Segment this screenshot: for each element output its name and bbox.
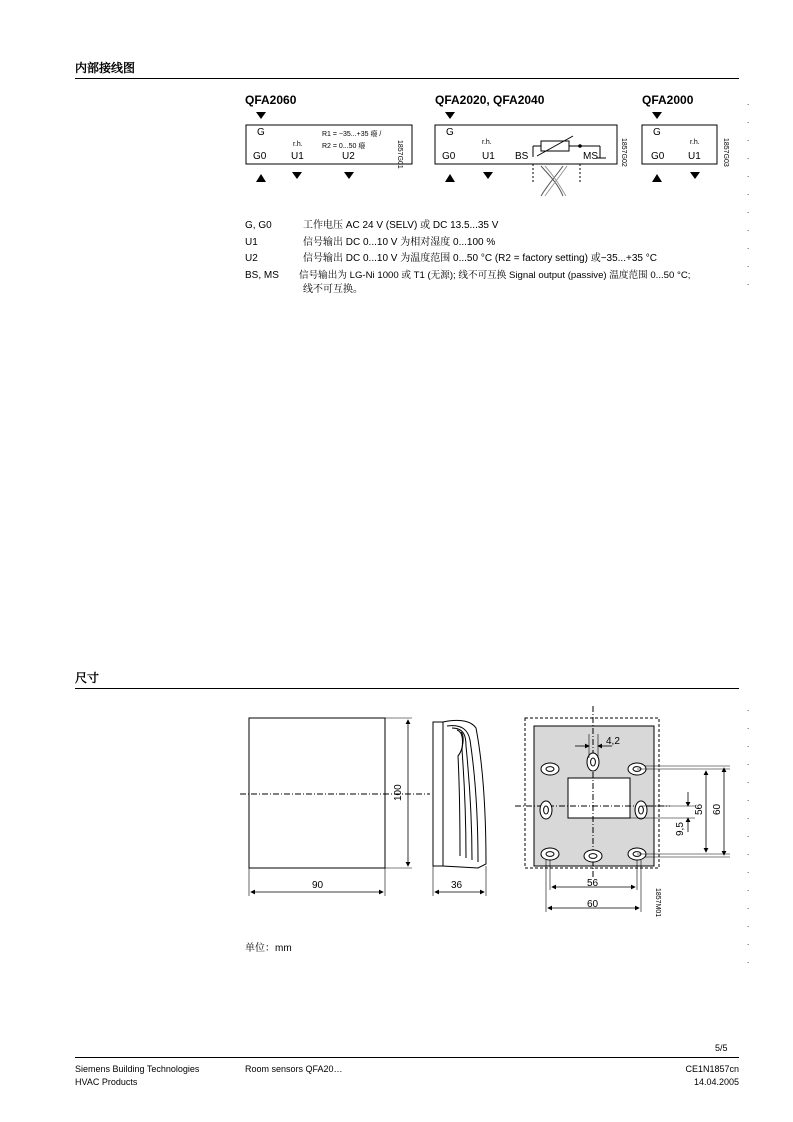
desc-term: U2 (245, 253, 258, 264)
footer-division: HVAC Products (75, 1077, 138, 1087)
output-arrow-u2 (344, 172, 354, 179)
desc-row-g-g0 (245, 219, 745, 233)
unit-note: 单位：mm (245, 943, 292, 954)
terminal-u1: U1 (482, 151, 495, 162)
footer-divider (75, 1057, 739, 1058)
desc-term: G, G0 (245, 220, 272, 231)
dim-side-depth: 36 (451, 880, 463, 891)
terminal-ms: MS (583, 151, 598, 162)
terminal-u1: U1 (688, 151, 701, 162)
terminal-u1: U1 (291, 151, 304, 162)
terminal-g: G (446, 127, 454, 138)
terminal-u2: U2 (342, 151, 355, 162)
section-divider (75, 688, 739, 689)
dim-inner-56-h: 56 (587, 878, 599, 889)
footer-date: 14.04.2005 (693, 1077, 739, 1087)
section-divider (75, 78, 739, 79)
desc-row-bs-ms (245, 269, 745, 299)
page-number: 5/5 (715, 1043, 728, 1053)
desc-text: 信号输出 DC 0...10 V 为温度范围 0...50 °C (R2 = factory setting) 或−35...+35 °C (303, 253, 657, 264)
model-qfa2020-qfa2040: QFA2020, QFA2040 (435, 93, 545, 107)
dim-front-height: 100 (393, 784, 404, 801)
figure-code: 1857G01 (396, 140, 403, 169)
figure-code: 1857M01 (654, 888, 661, 918)
wiring-diagram-qfa2000 (637, 108, 722, 186)
model-qfa2000: QFA2000 (642, 93, 694, 107)
input-arrow-g (256, 112, 266, 119)
terminal-bs: BS (515, 151, 529, 162)
terminal-g0: G0 (442, 151, 456, 162)
dim-hole-spacing: 4,2 (606, 736, 620, 747)
dim-offset-95: 9,5 (675, 822, 686, 836)
desc-text-continued: 线不可互换。 (303, 284, 363, 295)
output-arrow-u1 (292, 172, 302, 179)
label-r1: R1 = −35...+35 癈 / (322, 131, 382, 138)
footer-doc-code: CE1N1857cn (685, 1064, 739, 1074)
section-title-wiring: 内部接线图 (75, 61, 136, 75)
input-arrow-g0 (256, 174, 266, 182)
desc-text: 信号输出为 LG-Ni 1000 或 T1 (无源); 线不可互换 Signal output (passive) 温度范围 0...50 °C; (299, 270, 691, 281)
front-view (249, 718, 385, 868)
footer-company: Siemens Building Technologies (75, 1064, 200, 1074)
label-rh: r.h. (482, 139, 492, 146)
desc-row-u2 (245, 252, 745, 266)
dim-inner-60-h: 60 (587, 899, 599, 910)
dim-inner-56-v: 56 (694, 803, 705, 815)
model-qfa2060: QFA2060 (245, 93, 297, 107)
section-title-dimensions: 尺寸 (75, 671, 100, 685)
terminal-g0: G0 (651, 151, 665, 162)
desc-text: 工作电压 AC 24 V (SELV) 或 DC 13.5...35 V (303, 220, 499, 231)
label-rh: r.h. (293, 141, 303, 148)
figure-code: 1857G02 (620, 138, 627, 167)
dim-front-width: 90 (312, 880, 324, 891)
dim-inner-60-v: 60 (712, 803, 723, 815)
footer-doc-title: Room sensors QFA20… (245, 1064, 343, 1074)
desc-term: BS, MS (245, 270, 279, 281)
wiring-diagram-qfa2020 (430, 108, 630, 200)
terminal-g: G (257, 127, 265, 138)
label-r2: R2 = 0...50 癈 (322, 143, 366, 150)
desc-term: U1 (245, 237, 258, 248)
terminal-g0: G0 (253, 151, 267, 162)
label-rh: r.h. (690, 139, 700, 146)
desc-text: 信号输出 DC 0...10 V 为相对湿度 0...100 % (303, 237, 496, 248)
terminal-g: G (653, 127, 661, 138)
figure-code: 1857G03 (722, 138, 729, 167)
desc-row-u1 (245, 236, 745, 250)
